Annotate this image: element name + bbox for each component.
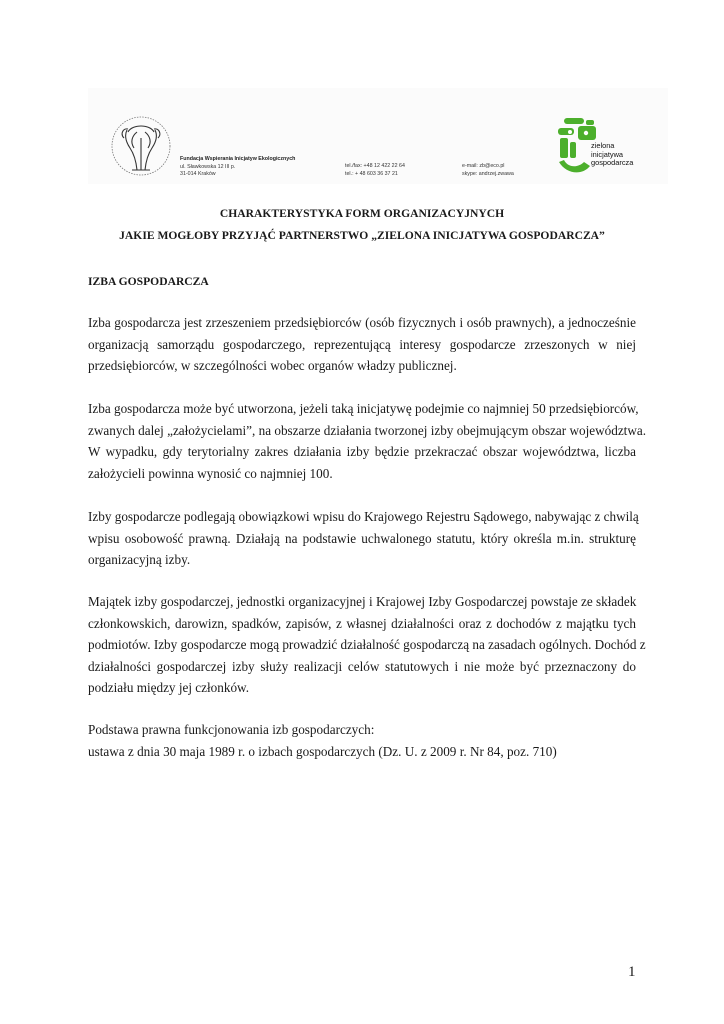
document-title-line-1: CHARAKTERYSTYKA FORM ORGANIZACYJNYCH bbox=[219, 207, 505, 220]
paragraph-line: organizacyjną izby. bbox=[88, 552, 191, 568]
organization-address bbox=[180, 156, 340, 179]
section-heading: IZBA GOSPODARCZA bbox=[88, 275, 209, 288]
paragraph-line: Izby gospodarcze podlegają obowiązkowi wpisu do Krajowego Rejestru Sądowego, nabywając z chwilą bbox=[88, 509, 639, 524]
paragraph-founding bbox=[88, 398, 647, 484]
email-line: e-mail: zb@eco.pl bbox=[462, 163, 505, 169]
paragraph-line: działalności gospodarczej izby służy realizacji celów statutowych i nie może być przeznaczony do bbox=[88, 658, 636, 674]
paragraph-line: założycieli powinna wynosić co najmniej 100. bbox=[88, 465, 333, 481]
paragraph-line: W wypadku, gdy terytorialny zakres działania izby będzie przekraczać obszar województwa, liczba bbox=[88, 444, 636, 460]
paragraph-assets bbox=[88, 591, 646, 699]
skype-line: skype: andrzej.zwawa bbox=[462, 170, 514, 177]
paragraph-registration bbox=[88, 506, 639, 571]
tree-logo-icon bbox=[110, 112, 172, 180]
email-contacts bbox=[462, 163, 562, 178]
paragraph-line: Izba gospodarcza może być utworzona, jeżeli taką inicjatywę podejmie co najmniej 50 przedsiębiorców, bbox=[88, 401, 639, 416]
organization-name: Fundacja Wspierania Inicjatyw Ekologicznych bbox=[180, 156, 296, 162]
paragraph-line: ustawa z dnia 30 maja 1989 r. o izbach gospodarczych (Dz. U. z 2009 r. Nr 84, poz. 710) bbox=[88, 743, 557, 759]
paragraph-line: podziału między jej członków. bbox=[88, 680, 250, 696]
paragraph-line: Podstawa prawna funkcjonowania izb gospodarczych: bbox=[88, 722, 375, 737]
paragraph-line: Majątek izby gospodarczej, jednostki organizacyjnej i Krajowej Izby Gospodarczej powstaje ze składek bbox=[88, 594, 637, 609]
paragraph-line: organizacją samorządu gospodarczego, reprezentującą interesy gospodarcze zrzeszonych w niej bbox=[88, 336, 636, 352]
page-number: 1 bbox=[628, 964, 636, 980]
paragraph-line: Izba gospodarcza jest zrzeszeniem przedsiębiorców (osób fizycznych i osób prawnych), a jednocześnie bbox=[88, 315, 636, 330]
paragraph-line: podmiotów. Izby gospodarcze mogą prowadzić działalność gospodarczą na zasadach ogólnych. Dochód z bbox=[88, 637, 646, 653]
document-title-line-2: JAKIE MOGŁOBY PRZYJĄĆ PARTNERSTWO „ZIELONA INICJATYWA GOSPODARCZA” bbox=[119, 229, 605, 242]
paragraph-line: przedsiębiorców, w szczególności wobec organów władzy publicznej. bbox=[88, 358, 457, 374]
organization-street: ul. Sławkowska 12 III p. bbox=[180, 163, 236, 170]
paragraph-line: członkowskich, darowizn, spadków, zapisów, z własnej działalności oraz z dochodów z majątku tych bbox=[88, 615, 636, 631]
organization-city: 31-014 Kraków bbox=[180, 171, 216, 178]
paragraph-line: zwanych dalej „założycielami”, na obszarze działania tworzonej izby obejmującym obszar województwa. bbox=[88, 422, 647, 438]
paragraph-legal-basis bbox=[88, 719, 636, 762]
phone-contacts bbox=[345, 163, 455, 178]
phone-fax-line: tel./fax: +48 12 422 22 64 bbox=[345, 163, 405, 169]
zielona-inicjatywa-wordmark: zielona inicjatywa gospodarcza bbox=[591, 141, 634, 168]
paragraph-definition bbox=[88, 312, 636, 377]
phone-mobile-line: tel.: + 48 603 36 37 21 bbox=[345, 170, 398, 177]
paragraph-line: wpisu osobowość prawną. Działają na podstawie uchwalonego statutu, który określa m.in. strukturę bbox=[88, 530, 636, 546]
